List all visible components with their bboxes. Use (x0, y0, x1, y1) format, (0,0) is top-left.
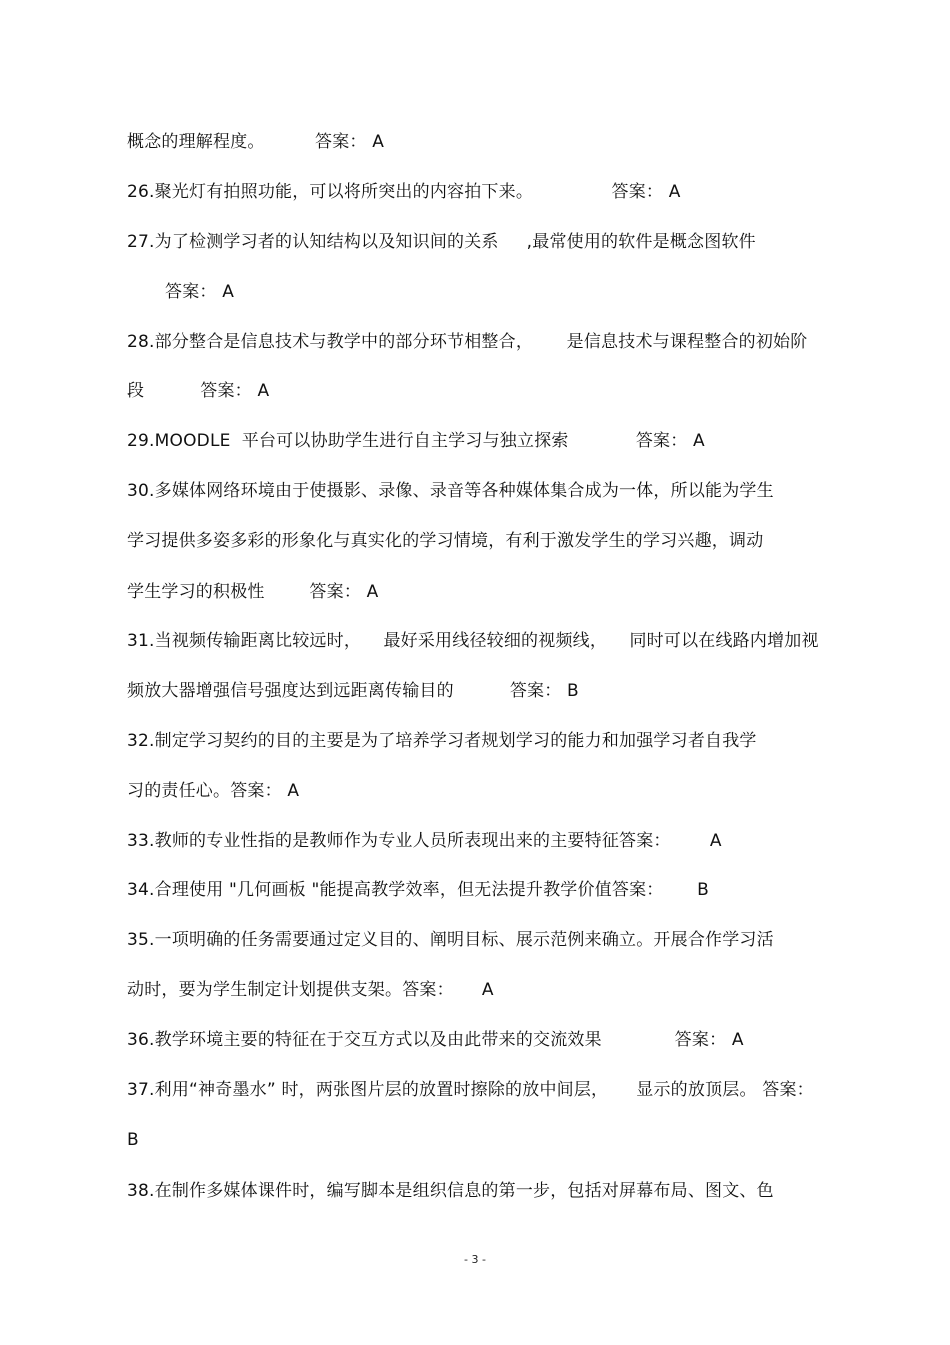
question-30-cont-1: 学习提供多姿多彩的形象化与真实化的学习情境，有利于激发学生的学习兴趣，调动 (127, 531, 764, 551)
question-33: 33.教师的专业性指的是教师作为专业人员所表现出来的主要特征答案： A (127, 831, 722, 851)
question-37: 37.利用“神奇墨水” 时，两张图片层的放置时擦除的放中间层， 显示的放顶层。 答案： (127, 1080, 814, 1100)
question-26: 26.聚光灯有拍照功能，可以将所突出的内容拍下来。 答案： A (127, 182, 681, 202)
question-28: 28.部分整合是信息技术与教学中的部分环节相整合， 是信息技术与课程整合的初始阶 (127, 332, 808, 352)
question-35: 35.一项明确的任务需要通过定义目的、阐明目标、展示范例来确立。开展合作学习活 (127, 930, 774, 950)
question-27: 27.为了检测学习者的认知结构以及知识间的关系 ,最常使用的软件是概念图软件 (127, 232, 756, 252)
question-35-cont: 动时，要为学生制定计划提供支架。答案： A (127, 980, 494, 1000)
question-29: 29.MOODLE 平台可以协助学生进行自主学习与独立探索 答案： A (127, 431, 705, 451)
question-32: 32.制定学习契约的目的主要是为了培养学习者规划学习的能力和加强学习者自我学 (127, 731, 757, 751)
question-31: 31.当视频传输距离比较远时， 最好采用线径较细的视频线， 同时可以在线路内增加视 (127, 631, 819, 651)
question-36: 36.教学环境主要的特征在于交互方式以及由此带来的交流效果 答案： A (127, 1030, 744, 1050)
question-37-answer: B (127, 1130, 139, 1150)
page-number: - 3 - (464, 1253, 486, 1266)
text-line-1: 概念的理解程度。 答案： A (127, 132, 385, 152)
question-27-answer: 答案： A (165, 282, 235, 302)
question-38: 38.在制作多媒体课件时，编写脚本是组织信息的第一步，包括对屏幕布局、图文、色 (127, 1181, 774, 1201)
question-32-cont: 习的责任心。答案： A (127, 781, 300, 801)
question-31-cont: 频放大器增强信号强度达到远距离传输目的 答案： B (127, 681, 579, 701)
question-30-cont-2: 学生学习的积极性 答案： A (127, 582, 379, 602)
question-34: 34.合理使用 "几何画板 "能提高教学效率，但无法提升教学价值答案： B (127, 880, 709, 900)
question-30: 30.多媒体网络环境由于使摄影、录像、录音等各种媒体集合成为一体，所以能为学生 (127, 481, 774, 501)
question-28-cont: 段 答案： A (127, 381, 270, 401)
